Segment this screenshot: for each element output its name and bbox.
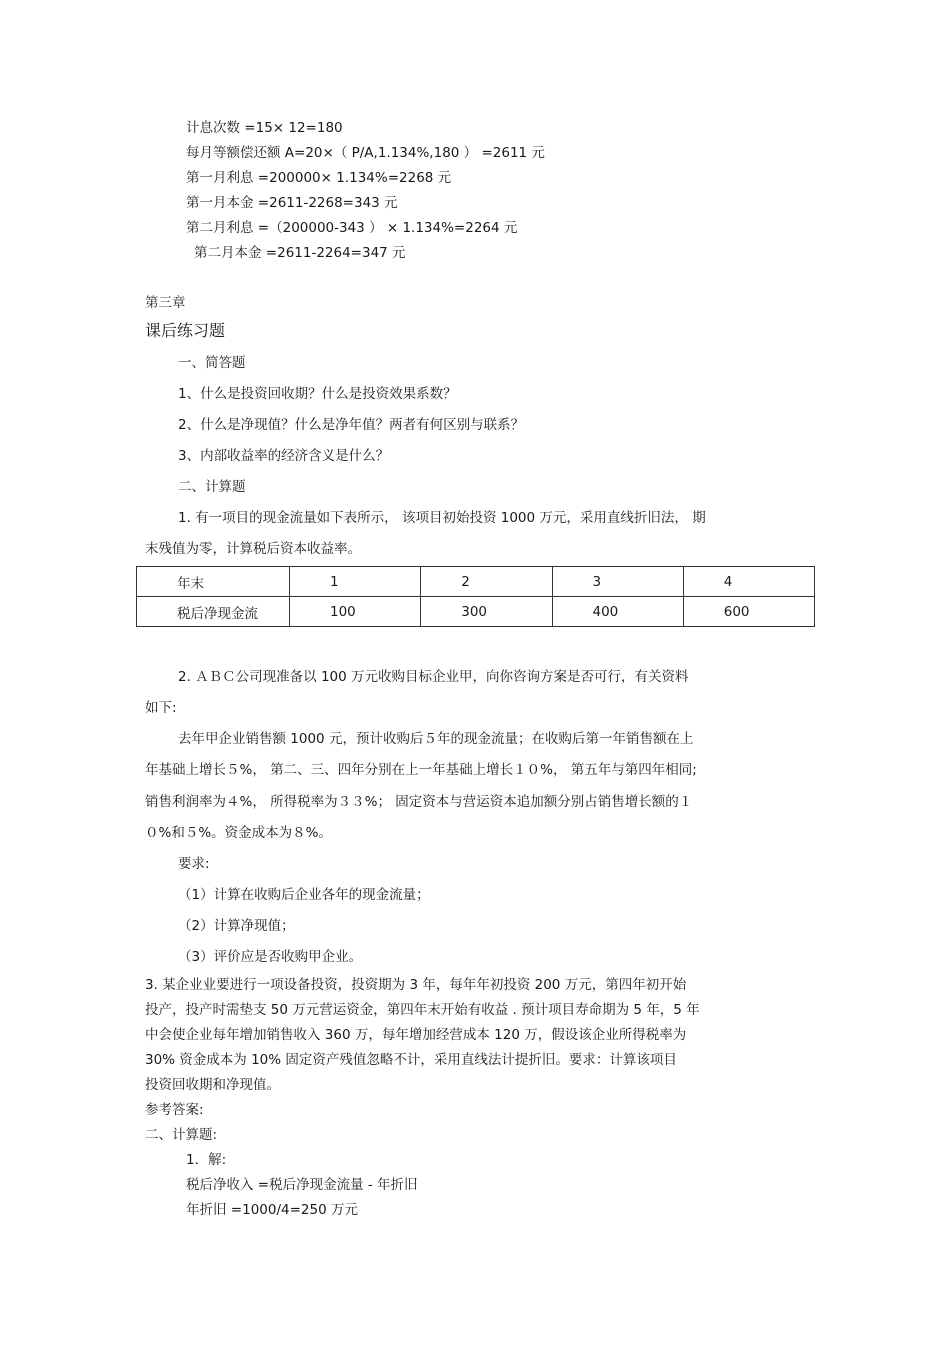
table-cell: 税后净现金流 [137,597,290,627]
table-cell: 600 [683,597,814,627]
question-2-text: 年基础上增长５%， 第二、三、四年分别在上一年基础上增长１０%， 第五年与第四年相同; [145,762,697,778]
question-2-text: 要求: [178,856,210,872]
calc-line: 第二月利息 =（200000-343 ） × 1.134%=2264 元 [186,220,518,236]
question-3-text: 投资回收期和净现值。 [145,1077,280,1093]
question-1-text: 1. 有一项目的现金流量如下表所示， 该项目初始投资 1000 万元，采用直线折旧法， 期 [178,510,706,526]
question-3-text: 中会使企业每年增加销售收入 360 万，每年增加经营成本 120 万，假设该企业所得税率为 [145,1027,687,1043]
question-2-text: 如下: [145,700,177,716]
short-question: 3、内部收益率的经济含义是什么？ [178,448,390,464]
table-cell: 100 [290,597,421,627]
cash-flow-table [136,566,815,627]
question-2-text: （3）评价应是否收购甲企业。 [178,949,363,965]
short-question: 2、什么是净现值？什么是净年值？两者有何区别与联系？ [178,417,525,433]
section-title-calculation: 二、计算题 [178,479,246,495]
question-3-text: 3. 某企业业要进行一项设备投资，投资期为 3 年，每年年初投资 200 万元，第四年初开始 [145,977,687,993]
section-title-short-answer: 一、简答题 [178,355,246,371]
chapter-heading: 第三章 [145,295,186,311]
table-cell: 400 [552,597,683,627]
calc-line: 每月等额偿还额 A=20×（ P/A,1.134%,180 ） =2611 元 [186,145,545,161]
answer-title: 参考答案: [145,1102,204,1118]
question-2-text: 去年甲企业销售额 1000 元，预计收购后５年的现金流量；在收购后第一年销售额在上 [178,731,694,747]
question-2-text: 销售利润率为４%， 所得税率为３３%； 固定资本与营运资本追加额分别占销售增长额的１ [145,794,693,810]
question-2-text: 2. ＡＢＣ公司现准备以 100 万元收购目标企业甲，向你咨询方案是否可行，有关资料 [178,669,689,685]
calc-line: 第一月本金 =2611-2268=343 元 [186,195,398,211]
table-cell: 1 [290,567,421,597]
table-cell: 4 [683,567,814,597]
question-2-text: （1）计算在收购后企业各年的现金流量； [178,887,430,903]
table-cell: 年末 [137,567,290,597]
question-3-text: 30% 资金成本为 10% 固定资产残值忽略不计，采用直线法计提折旧。要求：计算该项目 [145,1052,677,1068]
answer-line: 1．解: [186,1152,227,1168]
table-cell: 3 [552,567,683,597]
table-row [137,597,815,627]
question-1-text: 末残值为零，计算税后资本收益率。 [145,541,361,557]
calc-line: 第二月本金 =2611-2264=347 元 [194,245,406,261]
table-header-row [137,567,815,597]
table-cell: 300 [421,597,552,627]
short-question: 1、什么是投资回收期？什么是投资效果系数？ [178,386,457,402]
answer-line: 税后净收入 =税后净现金流量 - 年折旧 [186,1177,418,1193]
question-2-text: （2）计算净现值； [178,918,295,934]
calc-line: 计息次数 =15× 12=180 [186,120,343,136]
table-cell: 2 [421,567,552,597]
calc-line: 第一月利息 =200000× 1.134%=2268 元 [186,170,452,186]
question-3-text: 投产，投产时需垫支 50 万元营运资金，第四年末开始有收益 . 预计项目寿命期为 5 年，5 年 [145,1002,700,1018]
exercise-title: 课后练习题 [145,321,226,340]
answer-section-title: 二、计算题: [145,1127,218,1143]
question-2-text: ０%和５%。资金成本为８%。 [145,825,332,841]
answer-line: 年折旧 =1000/4=250 万元 [186,1202,358,1218]
